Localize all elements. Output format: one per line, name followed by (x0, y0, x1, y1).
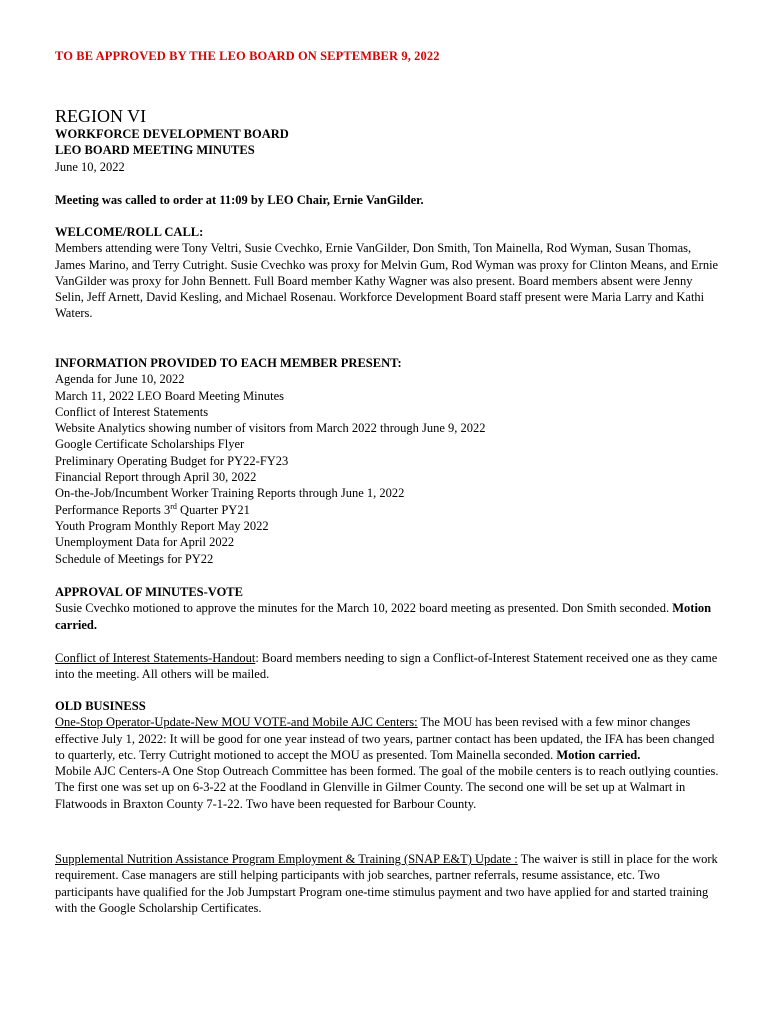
performance-ordinal: rd (170, 501, 177, 511)
mou-motion: Motion carried. (556, 747, 641, 762)
info-item: Conflict of Interest Statements (55, 404, 209, 419)
snap-title: Supplemental Nutrition Assistance Program Employment & Training (SNAP E&T) Update : (55, 852, 518, 866)
mou-paragraph (55, 714, 720, 763)
conflict-title: Conflict of Interest Statements-Handout (55, 651, 256, 665)
conflict-paragraph (55, 650, 720, 683)
info-item: Financial Report through April 30, 2022 (55, 470, 257, 485)
info-item: Google Certificate Scholarships Flyer (55, 437, 245, 452)
approval-minutes-text (55, 600, 720, 633)
roll-call-section (55, 224, 720, 322)
mobile-ajc-paragraph: Mobile AJC Centers-A One Stop Outreach Committee has been formed. The goal of the mobile centers is to reach outlying counties. The first one was set up on 6-3-22 at the Foodland in Glenville in Gilmer County. The second one will be set up at Walmart in Flatwoods in Braxton County 7-1-22. Two have been requested for Barbour County. (55, 764, 719, 811)
info-item: On-the-Job/Incumbent Worker Training Reports through June 1, 2022 (55, 486, 405, 501)
conflict-text: : Board members needing to sign a Conflict-of-Interest Statement received one as they came into the meeting. All others will be mailed. (55, 651, 718, 682)
information-heading: INFORMATION PROVIDED TO EACH MEMBER PRESENT: (55, 356, 402, 370)
call-to-order: Meeting was called to order at 11:09 by LEO Chair, Ernie VanGilder. (55, 193, 424, 207)
conflict-section (55, 650, 720, 683)
minutes-title: LEO BOARD MEETING MINUTES (55, 143, 255, 158)
snap-text: The waiver is still in place for the work requirement. Case managers are still helping participants with job searches, partner referrals, resume assistance, etc. Two participants have qualified for the Job Jumpstart Program one-time stimulus payment and two have applied for and started training with the Google Scholarship Certificates. (55, 852, 718, 915)
board-name: WORKFORCE DEVELOPMENT BOARD (55, 127, 289, 141)
info-item-performance (55, 502, 720, 518)
approval-notice: TO BE APPROVED BY THE LEO BOARD ON SEPTEMBER 9, 2022 (55, 49, 440, 63)
region-title: REGION VI (55, 106, 147, 126)
info-item: Unemployment Data for April 2022 (55, 535, 235, 550)
info-item: Agenda for June 10, 2022 (55, 372, 185, 387)
roll-call-heading: WELCOME/ROLL CALL: (55, 225, 204, 239)
old-business-heading: OLD BUSINESS (55, 699, 146, 713)
mou-title: One-Stop Operator-Update-New MOU VOTE-and Mobile AJC Centers: (55, 715, 418, 730)
approval-minutes-section (55, 584, 720, 633)
info-item: Preliminary Operating Budget for PY22-FY23 (55, 453, 289, 468)
old-business-section (55, 698, 720, 812)
document-header (55, 126, 720, 175)
information-section (55, 355, 720, 567)
snap-section (55, 851, 720, 916)
info-item: Schedule of Meetings for PY22 (55, 551, 214, 566)
info-item: Website Analytics showing number of visitors from March 2022 through June 9, 2022 (55, 421, 486, 436)
approval-minutes-body: Susie Cvechko motioned to approve the minutes for the March 10, 2022 board meeting as presented. Don Smith seconded. (55, 601, 673, 616)
approval-motion: Motion carried. (55, 601, 712, 632)
performance-text-end: Quarter PY21 (176, 502, 250, 517)
mou-text: The MOU has been revised with a few minor changes effective July 1, 2022: It will be good for one year instead of two years, partner contact has been updated, the IFA has been changed to quarterly, etc. Terry Cutright motioned to accept the MOU as presented. Tom Mainella seconded. (55, 715, 715, 762)
snap-paragraph (55, 851, 720, 916)
approval-minutes-heading: APPROVAL OF MINUTES-VOTE (55, 585, 243, 599)
info-item: Youth Program Monthly Report May 2022 (55, 518, 269, 533)
meeting-date: June 10, 2022 (55, 159, 125, 174)
performance-text: Performance Reports 3 (55, 502, 171, 517)
info-item: March 11, 2022 LEO Board Meeting Minutes (55, 388, 285, 403)
roll-call-text: Members attending were Tony Veltri, Susie Cvechko, Ernie VanGilder, Don Smith, Ton Mainella, Rod Wyman, Susan Thomas, James Marino, and Terry Cutright. Susie Cvechko was proxy for Melvin Gum, Rod Wyman was proxy for Clinton Means, and Ernie VanGilder was proxy for John Bennett. Full Board member Kathy Wagner was also present. Board members absent were Jenny Selin, Jeff Arnett, David Kesling, and Michael Rosenau. Workforce Development Board staff present were Maria Larry and Kathi Waters. (55, 241, 719, 321)
